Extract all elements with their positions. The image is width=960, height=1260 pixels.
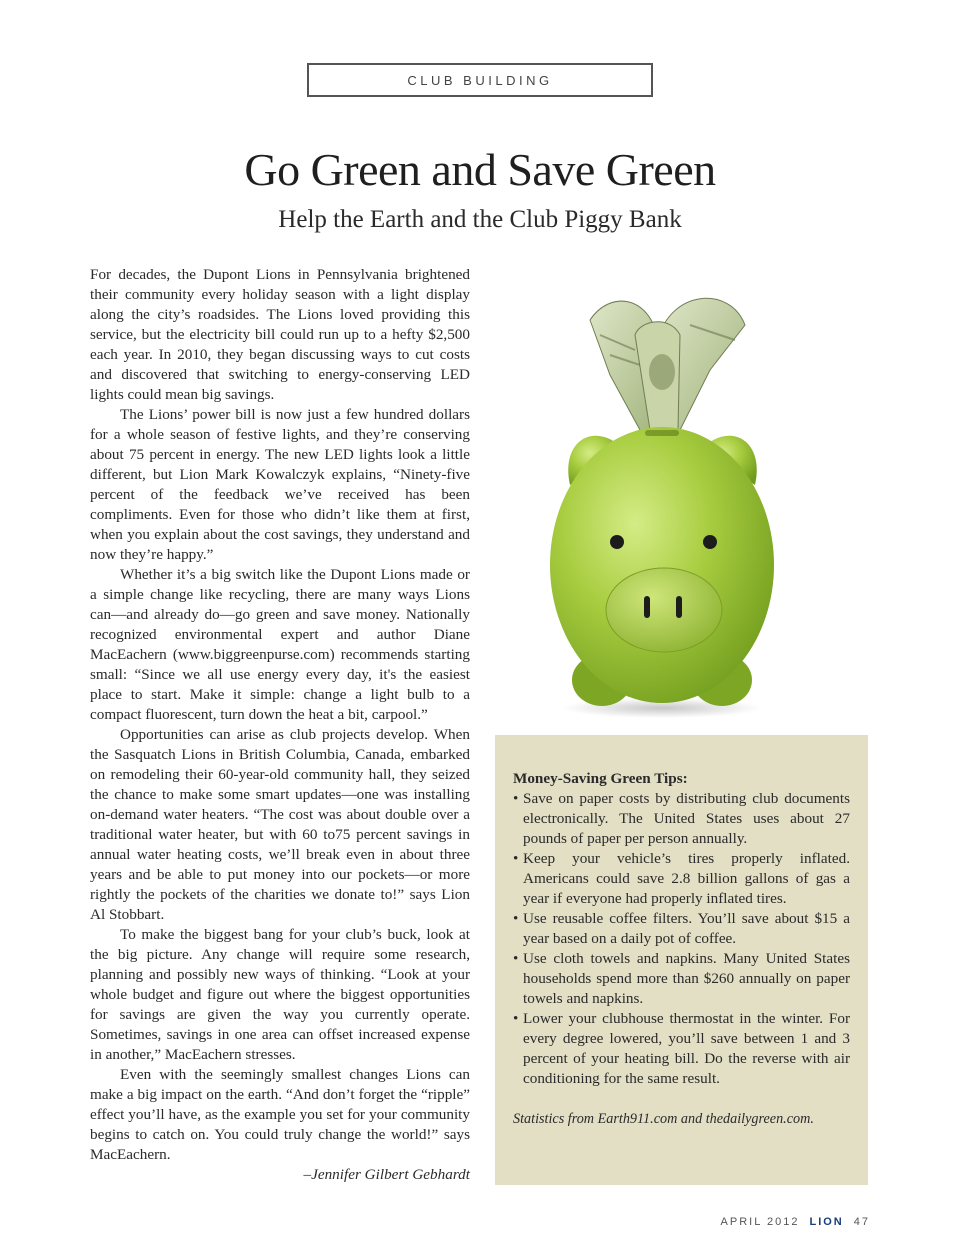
bullet-icon: •: [513, 850, 519, 867]
dollar-bill-icon: [590, 298, 745, 430]
article-body: [90, 265, 470, 1185]
paragraph: To make the biggest bang for your club’s buck, look at the big picture. Any change will require some research, planning and possibly new ways of thinking. “Look at your whole budget and figure out where the biggest opportunities for savings are given the way you currently operate. Sometimes, savings in one area can offset increased expense in another,” MacEachern stresses.: [90, 926, 470, 1063]
tip-text: Lower your clubhouse thermostat in the winter. For every degree lowered, you’ll save between 1 and 3 percent of your heating bill. Do the reverse with air conditioning for the same result.: [523, 1010, 850, 1087]
issue-date: APRIL 2012: [720, 1216, 800, 1228]
section-label: CLUB BUILDING: [307, 63, 653, 97]
list-item: [513, 849, 850, 909]
tip-text: Use cloth towels and napkins. Many United States households spend more than $260 annually on paper towels and napkins.: [523, 950, 850, 1007]
article-subtitle: Help the Earth and the Club Piggy Bank: [278, 206, 682, 233]
tips-source: Statistics from Earth911.com and thedailygreen.com.: [513, 1111, 814, 1127]
list-item: [513, 789, 850, 849]
bullet-icon: •: [513, 910, 519, 927]
paragraph: Opportunities can arise as club projects develop. When the Sasquatch Lions in British Columbia, Canada, embarked on remodeling their 60-year-old community hall, they seized the chance to make some smart updates—one was installing on-demand water heaters. “The cost was about double over a traditional water heater, but with 60 to75 percent savings in annual water heating costs, we’ll break even in about three years and be able to put money into our pockets—or more rightly the pockets of the charities we donate to!” says Lion Al Stobbart.: [90, 726, 470, 923]
tip-text: Keep your vehicle’s tires properly inflated. Americans could save 2.8 billion gallons of gas a year if everyone had properly inflated tires.: [523, 850, 850, 907]
bullet-icon: •: [513, 950, 519, 967]
piggy-bank-image: [540, 280, 780, 720]
tip-text: Save on paper costs by distributing club documents electronically. The United States uses about 27 pounds of paper per person annually.: [523, 790, 850, 847]
list-item: [513, 949, 850, 1009]
magazine-name: LION: [809, 1216, 844, 1228]
bullet-icon: •: [513, 790, 519, 807]
list-item: [513, 909, 850, 949]
list-item: [513, 1009, 850, 1089]
paragraph: Whether it’s a big switch like the Dupont Lions made or a simple change like recycling, there are many ways Lions can—and already do—go green and save money. Nationally recognized environmental expert and author Diane MacEachern (www.biggreenpurse.com) recommends starting small: “Since we all use energy every day, it's the easiest place to start. Make it simple: change a light bulb to a compact fluorescent, turn down the heat a bit, carpool.”: [90, 566, 470, 723]
article-title: Go Green and Save Green: [244, 144, 716, 195]
tip-text: Use reusable coffee filters. You’ll save about $15 a year based on a daily pot of coffee.: [523, 910, 850, 947]
byline: –Jennifer Gilbert Gebhardt: [303, 1166, 470, 1183]
bullet-icon: •: [513, 1010, 519, 1027]
paragraph: The Lions’ power bill is now just a few hundred dollars for a whole season of festive lights, and they’re conserving about 75 percent in energy. The new LED lights look a little different, but Lion Mark Kowalczyk explains, “Ninety-five percent of the feedback we’ve received has been compliments. Even for those who didn’t like them at first, when you explain about the cost savings, they understand and now they’re happy.”: [90, 406, 470, 563]
tips-sidebar: [495, 735, 868, 1185]
page-number: 47: [853, 1216, 870, 1228]
tips-list: [513, 789, 850, 1089]
page-footer: [721, 1216, 870, 1228]
tips-heading: Money-Saving Green Tips:: [513, 770, 688, 787]
paragraph: For decades, the Dupont Lions in Pennsylvania brightened their community every holiday season with a light display along the city’s roadsides. The Lions loved providing this service, but the electricity bill could run up to a hefty $2,500 each year. In 2010, they began discussing ways to cut costs and discovered that switching to energy-conserving LED lights could mean big savings.: [90, 266, 470, 403]
paragraph: Even with the seemingly smallest changes Lions can make a big impact on the earth. “And don’t forget the “ripple” effect you’ll have, as the example you set for your community begins to catch on. You could truly change the world!” says MacEachern.: [90, 1066, 470, 1163]
